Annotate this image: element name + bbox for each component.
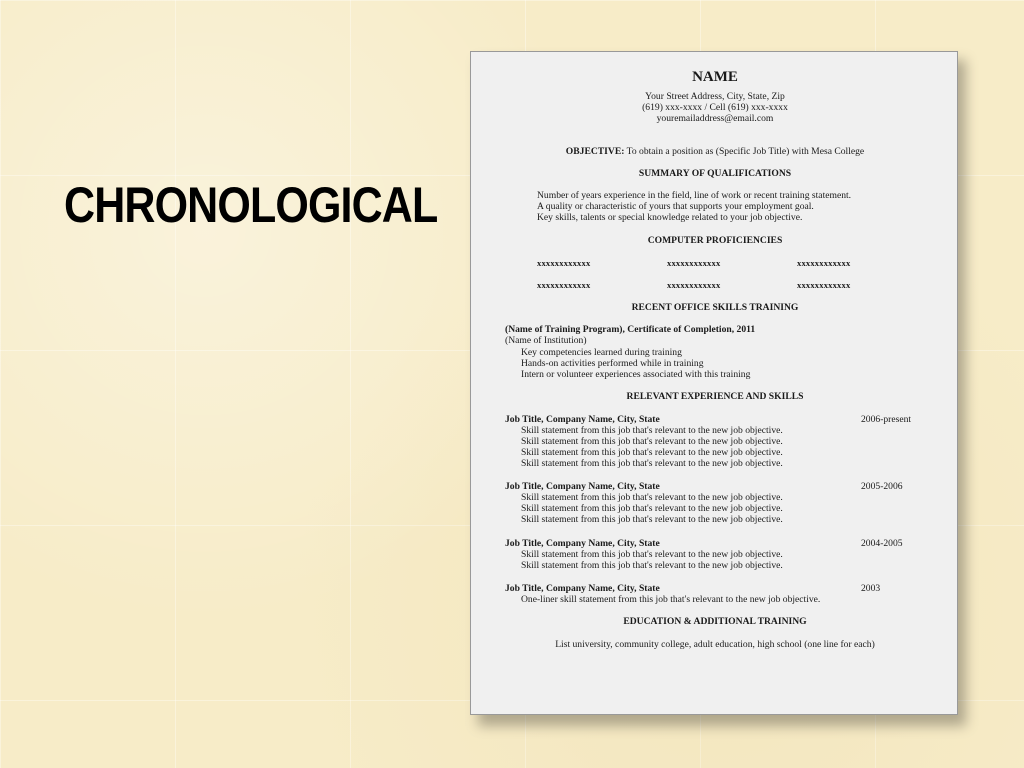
training-item: Hands-on activities performed while in training bbox=[521, 358, 704, 369]
job-skill: Skill statement from this job that's relevant to the new job objective. bbox=[521, 492, 783, 503]
job-skill: Skill statement from this job that's relevant to the new job objective. bbox=[521, 425, 783, 436]
resume-phone: (619) xxx-xxxx / Cell (619) xxx-xxxx bbox=[642, 102, 788, 113]
resume-page bbox=[470, 51, 958, 715]
resume-email: youremailaddress@email.com bbox=[656, 113, 774, 124]
job-skill: Skill statement from this job that's relevant to the new job objective. bbox=[521, 503, 783, 514]
experience-heading: RELEVANT EXPERIENCE AND SKILLS bbox=[626, 391, 804, 402]
computer-skill: xxxxxxxxxxxx bbox=[667, 258, 721, 268]
job-skill: Skill statement from this job that's relevant to the new job objective. bbox=[521, 560, 783, 571]
qualification-line: Key skills, talents or special knowledge related to your job objective. bbox=[537, 212, 803, 223]
qualification-line: A quality or characteristic of yours that supports your employment goal. bbox=[537, 201, 814, 212]
job-dates: 2004-2005 bbox=[861, 538, 903, 549]
education-line: List university, community college, adult education, high school (one line for each) bbox=[555, 639, 875, 650]
training-item: Key competencies learned during training bbox=[521, 347, 682, 358]
job-dates: 2006-present bbox=[861, 414, 912, 425]
resume-name: NAME bbox=[692, 69, 738, 85]
computer-skill: xxxxxxxxxxxx bbox=[667, 280, 721, 290]
objective-label: OBJECTIVE: bbox=[565, 146, 625, 157]
job-title: Job Title, Company Name, City, State bbox=[505, 414, 660, 425]
qualification-line: Number of years experience in the field, line of work or recent training statement. bbox=[537, 190, 852, 201]
job-title: Job Title, Company Name, City, State bbox=[505, 583, 660, 594]
training-heading: RECENT OFFICE SKILLS TRAINING bbox=[631, 302, 799, 313]
job-dates: 2005-2006 bbox=[861, 481, 903, 492]
training-item: Intern or volunteer experiences associated with this training bbox=[521, 369, 751, 380]
job-title: Job Title, Company Name, City, State bbox=[505, 481, 660, 492]
job-skill: Skill statement from this job that's relevant to the new job objective. bbox=[521, 514, 783, 525]
job-skill: Skill statement from this job that's relevant to the new job objective. bbox=[521, 549, 783, 560]
objective-line bbox=[471, 146, 959, 157]
training-institution: (Name of Institution) bbox=[505, 335, 587, 346]
job-dates: 2003 bbox=[861, 583, 881, 594]
computer-skill: xxxxxxxxxxxx bbox=[537, 258, 591, 268]
training-program: (Name of Training Program), Certificate of Completion, 2011 bbox=[505, 324, 756, 335]
job-skill: Skill statement from this job that's relevant to the new job objective. bbox=[521, 458, 783, 469]
resume-address: Your Street Address, City, State, Zip bbox=[645, 91, 785, 102]
job-title: Job Title, Company Name, City, State bbox=[505, 538, 660, 549]
computer-heading: COMPUTER PROFICIENCIES bbox=[647, 235, 783, 246]
computer-skill: xxxxxxxxxxxx bbox=[537, 280, 591, 290]
objective-text: To obtain a position as (Specific Job Title) with Mesa College bbox=[624, 146, 865, 157]
job-skill: Skill statement from this job that's relevant to the new job objective. bbox=[521, 447, 783, 458]
job-skill: One-liner skill statement from this job that's relevant to the new job objective. bbox=[521, 594, 821, 605]
education-heading: EDUCATION & ADDITIONAL TRAINING bbox=[623, 616, 807, 627]
qualifications-heading: SUMMARY OF QUALIFICATIONS bbox=[638, 168, 792, 179]
slide-title: CHRONOLOGICAL bbox=[64, 177, 438, 233]
job-skill: Skill statement from this job that's relevant to the new job objective. bbox=[521, 436, 783, 447]
computer-skill: xxxxxxxxxxxx bbox=[797, 280, 851, 290]
computer-skill: xxxxxxxxxxxx bbox=[797, 258, 851, 268]
